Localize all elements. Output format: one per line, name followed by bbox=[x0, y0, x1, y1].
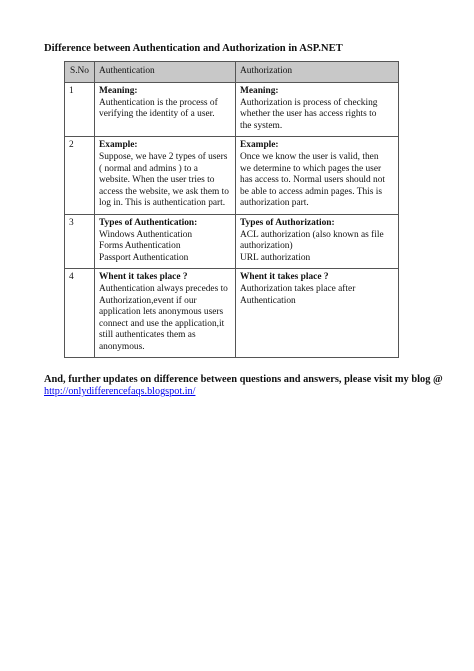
cell-line: whether the user has access rights to bbox=[240, 109, 377, 120]
cell-heading: Whent it takes place ? bbox=[240, 272, 329, 283]
cell-body bbox=[240, 284, 394, 307]
cell-line: has access to. Normal users should not bbox=[240, 175, 386, 186]
cell-heading: Example: bbox=[99, 140, 138, 151]
cell-line: URL authorization bbox=[240, 252, 311, 263]
document-title: Difference between Authentication and Authorization in ASP.NET bbox=[44, 43, 343, 54]
authorization-cell bbox=[236, 269, 399, 358]
cell-body bbox=[99, 98, 231, 121]
cell-line: the system. bbox=[240, 120, 283, 131]
blog-link[interactable]: http://onlydifferencefaqs.blogspot.in/ bbox=[44, 386, 196, 397]
table-row bbox=[65, 137, 399, 215]
header-sno: S.No bbox=[65, 62, 95, 83]
cell-line: Authorization takes place after bbox=[240, 283, 356, 294]
row-number: 3 bbox=[65, 214, 95, 268]
cell-line: authorization part. bbox=[240, 198, 309, 209]
authentication-cell bbox=[95, 269, 236, 358]
cell-line: Authorization is process of checking bbox=[240, 97, 378, 108]
cell-line: ACL authorization (also known as file bbox=[240, 229, 384, 240]
cell-heading: Types of Authentication: bbox=[99, 217, 198, 228]
authorization-cell bbox=[236, 83, 399, 137]
row-number: 4 bbox=[65, 269, 95, 358]
cell-line: anonymous. bbox=[99, 341, 145, 352]
cell-line: Authentication always precedes to bbox=[99, 283, 228, 294]
cell-heading: Example: bbox=[240, 140, 279, 151]
cell-line: access the website, we ask them to bbox=[99, 186, 229, 197]
cell-line: application lets anonymous users bbox=[99, 307, 224, 318]
cell-heading: Meaning: bbox=[99, 86, 138, 96]
cell-line: Forms Authentication bbox=[99, 241, 181, 252]
table-row bbox=[65, 269, 399, 358]
cell-body bbox=[99, 152, 231, 210]
cell-heading: Whent it takes place ? bbox=[99, 272, 188, 283]
cell-line: ( normal and admins ) to a bbox=[99, 163, 198, 174]
footer-note: And, further updates on difference between questions and answers, please visit my blog @ bbox=[44, 374, 443, 385]
cell-line: Authorization,event if our bbox=[99, 295, 197, 306]
authentication-cell bbox=[95, 83, 236, 137]
cell-line: Suppose, we have 2 types of users bbox=[99, 151, 228, 162]
cell-line: be able to access admin pages. This is bbox=[240, 186, 382, 197]
cell-body bbox=[240, 230, 394, 265]
authorization-cell bbox=[236, 137, 399, 215]
authorization-cell bbox=[236, 214, 399, 268]
authentication-cell bbox=[95, 137, 236, 215]
cell-line: Authentication bbox=[240, 295, 296, 306]
cell-heading: Meaning: bbox=[240, 86, 279, 96]
cell-line: authorization) bbox=[240, 241, 293, 252]
comparison-table bbox=[64, 61, 399, 358]
cell-line: connect and use the application,it bbox=[99, 318, 225, 329]
cell-body bbox=[99, 284, 231, 354]
row-number: 1 bbox=[65, 83, 95, 137]
header-authentication: Authentication bbox=[95, 62, 236, 83]
cell-line: Authentication is the process of bbox=[99, 97, 218, 108]
cell-line: Once we know the user is valid, then bbox=[240, 151, 379, 162]
cell-line: verifying the identity of a user. bbox=[99, 109, 215, 120]
cell-line: we determine to which pages the user bbox=[240, 163, 382, 174]
table-row bbox=[65, 83, 399, 137]
cell-body bbox=[240, 98, 394, 133]
table-row bbox=[65, 214, 399, 268]
row-number: 2 bbox=[65, 137, 95, 215]
cell-line: website. When the user tries to bbox=[99, 175, 215, 186]
cell-heading: Types of Authorization: bbox=[240, 217, 335, 228]
cell-body bbox=[240, 152, 394, 210]
cell-body bbox=[99, 230, 231, 265]
cell-line: still authenticates them as bbox=[99, 330, 196, 341]
cell-line: Windows Authentication bbox=[99, 229, 193, 240]
authentication-cell bbox=[95, 214, 236, 268]
cell-line: Passport Authentication bbox=[99, 252, 189, 263]
table-header-row bbox=[65, 62, 399, 83]
cell-line: log in. This is authentication part. bbox=[99, 198, 226, 209]
header-authorization: Authorization bbox=[236, 62, 399, 83]
